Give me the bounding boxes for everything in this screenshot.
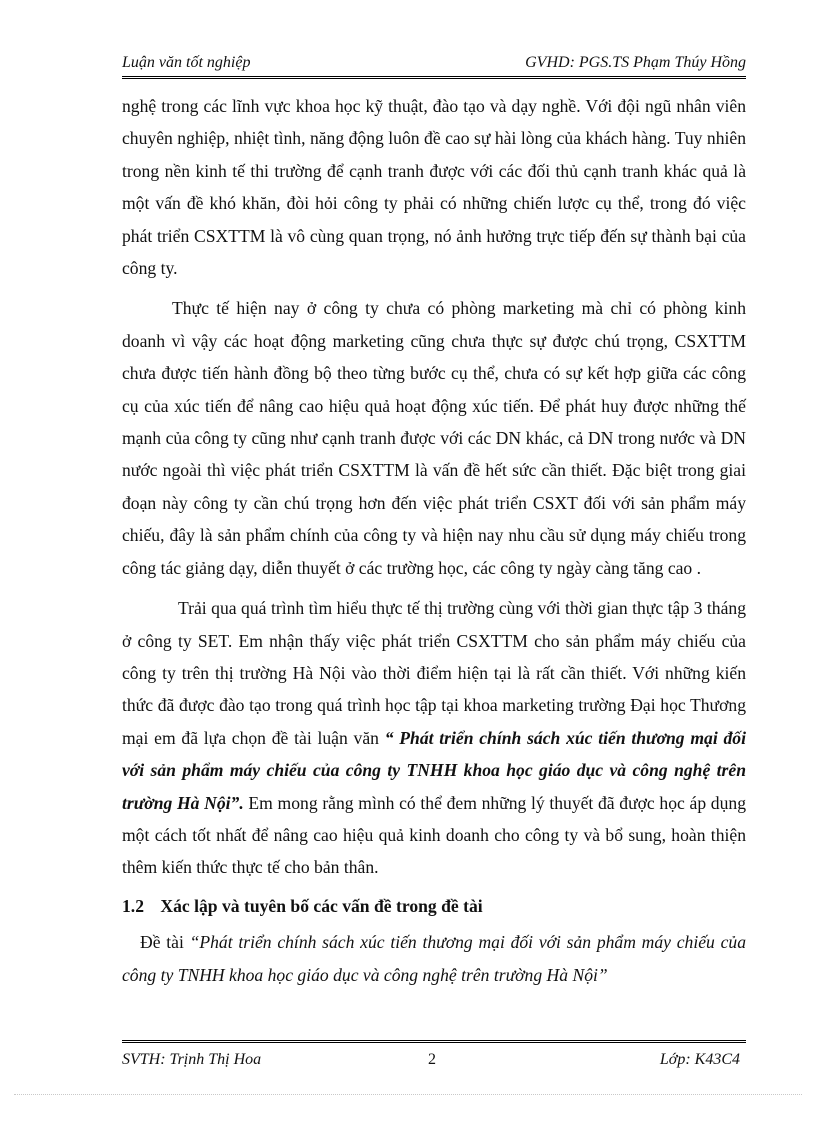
section-title: Xác lập và tuyên bố các vấn đề trong đề tài xyxy=(160,895,483,916)
page-footer xyxy=(122,1040,746,1073)
paragraph-4-text-a: Đề tài xyxy=(140,932,190,953)
page-number: 2 xyxy=(428,1051,436,1068)
page-content xyxy=(122,90,746,991)
paragraph-4-italic-title: “Phát triển chính sách xúc tiến thương mại đối với sản phẩm máy chiếu của công ty TNHH khoa học giáo dục và công nghệ trên trường Hà Nội” xyxy=(122,932,746,985)
paragraph-3-text-a: Trải qua quá trình tìm hiểu thực tế thị trường cùng với thời gian thực tập 3 tháng ở công ty SET. Em nhận thấy việc phát triển CSXTTM cho sản phẩm máy chiếu của công ty trên thị trường Hà Nội vào thời điểm hiện tại là rất cần thiết. Với những kiến thức đã được đào tạo trong quá trình học tập tại khoa marketing trường Đại học Thương mại em đã lựa chọn đề tài luận văn xyxy=(122,598,746,748)
footer-class: Lớp: K43C4 xyxy=(659,1051,740,1068)
section-heading xyxy=(122,890,746,922)
footer-student: SVTH: Trịnh Thị Hoa xyxy=(122,1051,262,1068)
header-supervisor: GVHD: PGS.TS Phạm Thúy Hồng xyxy=(525,54,746,71)
paragraph-3 xyxy=(122,592,746,884)
paragraph-3-text-b: Em mong rằng mình có thể đem những lý thuyết đã được học áp dụng một cách tốt nhất để nâng cao hiệu quả kinh doanh cho công ty và bổ sung, hoàn thiện thêm kiến thức thực tế cho bản thân. xyxy=(122,792,746,878)
paragraph-2: Thực tế hiện nay ở công ty chưa có phòng marketing mà chỉ có phòng kinh doanh vì vậy các hoạt động marketing cũng chưa thực sự được chú trọng, CSXTTM chưa được tiến hành đồng bộ theo từng bước cụ thể, chưa có sự kết hợp giữa các công cụ của xúc tiến để nâng cao hiệu quả hoạt động xúc tiến. Để phát huy được những thế mạnh của công ty cũng như cạnh tranh được với các DN khác, cả DN trong nước và DN nước ngoài thì việc phát triển CSXTTM là vấn đề hết sức cần thiết. Đặc biệt trong giai đoạn này công ty cần chú trọng hơn đến việc phát triển CSXT đối với sản phẩm máy chiếu, đây là sản phẩm chính của công ty và hiện nay nhu cầu sử dụng máy chiếu trong công tác giảng dạy, diễn thuyết ở các trường học, các công ty ngày càng tăng cao . xyxy=(122,298,746,578)
thesis-title: “ Phát triển chính sách xúc tiến thương mại đối với sản phẩm máy chiếu của công ty TNHH khoa học giáo dục và công nghệ trên trường Hà Nội”. xyxy=(122,727,746,813)
paragraph-4 xyxy=(122,926,746,991)
header-thesis-label: Luận văn tốt nghiệp xyxy=(122,54,251,71)
page-header xyxy=(122,52,746,79)
page-bottom-divider xyxy=(14,1094,802,1095)
section-number: 1.2 xyxy=(122,895,144,916)
paragraph-1: nghệ trong các lĩnh vực khoa học kỹ thuật, đào tạo và dạy nghề. Với đội ngũ nhân viên chuyên nghiệp, nhiệt tình, năng động luôn đề cao sự hài lòng của khách hàng. Tuy nhiên trong nền kinh tế thi trường để cạnh tranh được với các đối thủ cạnh tranh khác quả là một vấn đề khó khăn, đòi hỏi công ty phải có những chiến lược cụ thể, trong đó việc phát triển CSXTTM là vô cùng quan trọng, nó ảnh hưởng trực tiếp đến sự thành bại của công ty. xyxy=(122,96,746,279)
